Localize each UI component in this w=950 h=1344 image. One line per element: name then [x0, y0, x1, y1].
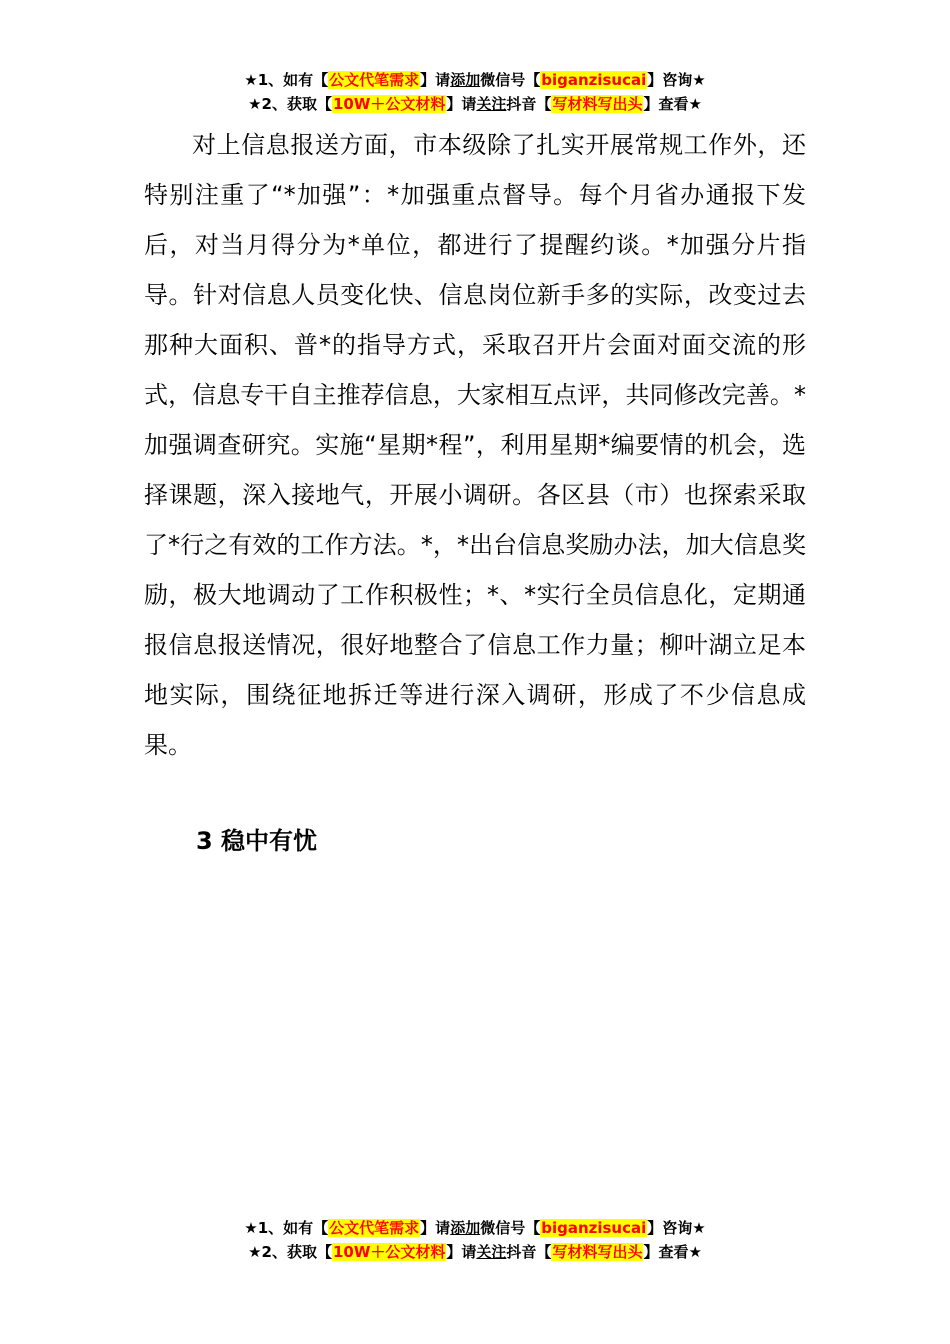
ad-text: 】请 — [446, 95, 477, 113]
ad-text: 】查看★ — [643, 1243, 702, 1261]
ad-underlined-text: 添加 — [450, 71, 481, 89]
ad-underlined-text: 关注 — [476, 1243, 507, 1261]
ad-text: 】请 — [420, 1219, 451, 1237]
ad-highlight-wechat-id: biganzisucai — [541, 1219, 647, 1237]
ad-highlight-service: 公文代笔需求 — [329, 71, 420, 89]
ad-text: 】咨询★ — [647, 71, 706, 89]
ad-text: 】查看★ — [643, 95, 702, 113]
ad-highlight-wechat-id: biganzisucai — [541, 71, 647, 89]
section-heading: 3 稳中有忧 — [196, 827, 318, 855]
footer-ad-line-1 — [0, 1216, 950, 1240]
ad-text: 】请 — [420, 71, 451, 89]
ad-text: 】请 — [446, 1243, 477, 1261]
header-ad-line-2 — [0, 92, 950, 116]
ad-highlight-service: 公文代笔需求 — [329, 1219, 420, 1237]
header-ad-banner — [0, 68, 950, 116]
ad-text: ★1、如有【 — [244, 71, 329, 89]
ad-text: 微信号【 — [480, 71, 541, 89]
footer-ad-banner — [0, 1216, 950, 1264]
ad-highlight-materials: 10W＋公文材料 — [332, 1243, 446, 1261]
ad-text: 】咨询★ — [647, 1219, 706, 1237]
ad-highlight-douyin-account: 写材料写出头 — [552, 1243, 643, 1261]
ad-underlined-text: 关注 — [476, 95, 507, 113]
header-ad-line-1 — [0, 68, 950, 92]
ad-text: ★1、如有【 — [244, 1219, 329, 1237]
body-paragraph: 对上信息报送方面，市本级除了扎实开展常规工作外，还特别注重了“*加强”：*加强重点督导。每个月省办通报下发后，对当月得分为*单位，都进行了提醒约谈。*加强分片指导。针对信息人员变化快、信息岗位新手多的实际，改变过去那种大面积、普*的指导方式，采取召开片会面对面交流的形式，信息专干自主推荐信息，大家相互点评，共同修改完善。*加强调查研究。实施“星期*程”，利用星期*编要情的机会，选择课题，深入接地气，开展小调研。各区县（市）也探索采取了*行之有效的工作方法。*，*出台信息奖励办法，加大信息奖励，极大地调动了工作积极性；*、*实行全员信息化，定期通报信息报送情况，很好地整合了信息工作力量；柳叶湖立足本地实际，围绕征地拆迁等进行深入调研，形成了不少信息成果。 — [144, 131, 806, 759]
ad-underlined-text: 添加 — [450, 1219, 481, 1237]
ad-text: ★2、获取【 — [248, 95, 332, 113]
ad-text: 抖音【 — [506, 1243, 552, 1261]
ad-highlight-douyin-account: 写材料写出头 — [552, 95, 643, 113]
ad-text: 微信号【 — [480, 1219, 541, 1237]
ad-text: ★2、获取【 — [248, 1243, 332, 1261]
ad-highlight-materials: 10W＋公文材料 — [332, 95, 446, 113]
footer-ad-line-2 — [0, 1240, 950, 1264]
ad-text: 抖音【 — [506, 95, 552, 113]
